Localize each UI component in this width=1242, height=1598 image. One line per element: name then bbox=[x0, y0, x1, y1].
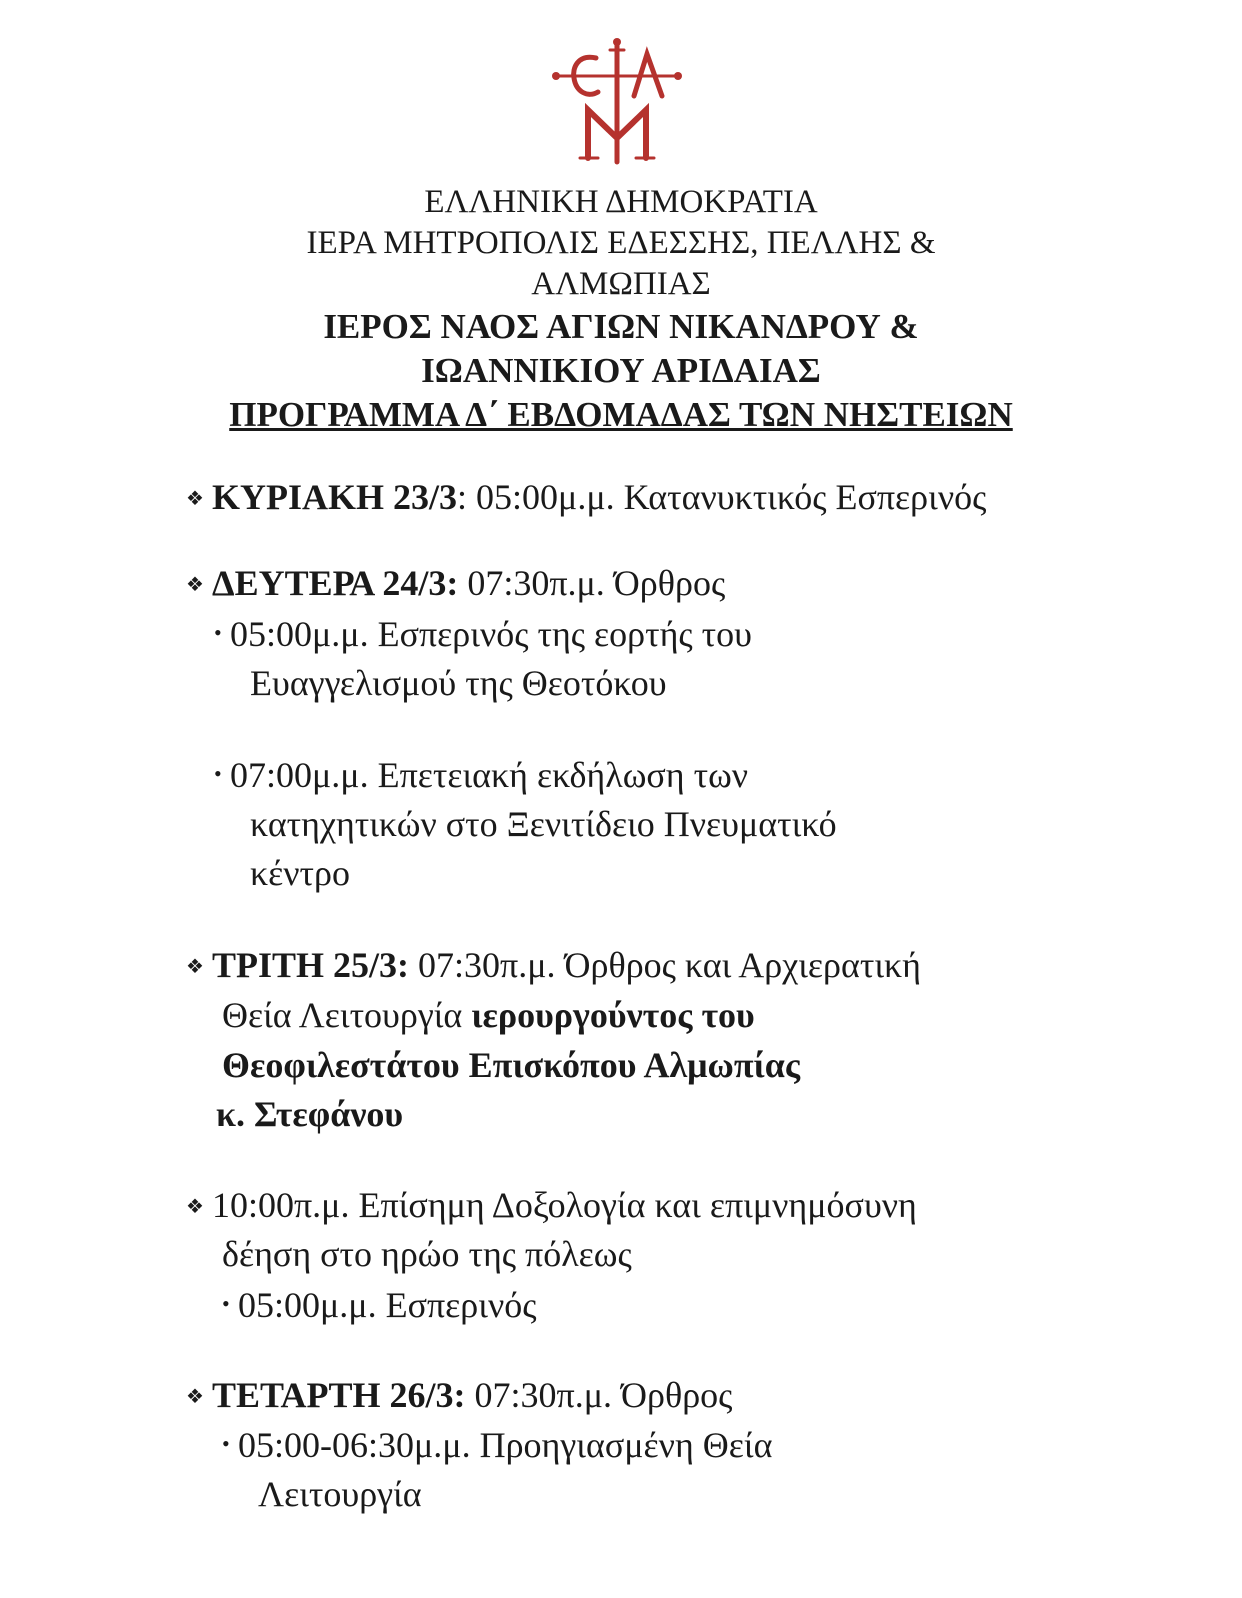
schedule-entry-monday bbox=[186, 558, 725, 610]
diamond-bullet-icon: ❖ bbox=[186, 956, 204, 978]
entry-text: 07:30π.μ. Όρθρος bbox=[458, 563, 726, 603]
dot-bullet-icon: • bbox=[214, 620, 222, 645]
day-label: ΤΡΙΤΗ 25/3: bbox=[212, 945, 410, 985]
entry-text: δέηση στο ηρώο της πόλεως bbox=[222, 1234, 632, 1274]
tuesday-sub-entry-1 bbox=[186, 1180, 917, 1232]
entry-text-bold: κ. Στεφάνου bbox=[216, 1094, 404, 1134]
diamond-bullet-icon: ❖ bbox=[186, 1386, 204, 1408]
diamond-bullet-icon: ❖ bbox=[186, 574, 204, 596]
tuesday-entry-cont bbox=[222, 990, 755, 1040]
entry-text: κέντρο bbox=[250, 853, 350, 893]
dot-bullet-icon: • bbox=[214, 761, 222, 786]
dot-bullet-icon: • bbox=[222, 1291, 230, 1316]
entry-text-bold: ιερουργούντος του bbox=[471, 995, 755, 1035]
church-monogram-logo bbox=[552, 38, 682, 168]
entry-text: Ευαγγελισμού της Θεοτόκου bbox=[250, 663, 667, 703]
tuesday-entry-cont2 bbox=[222, 1040, 800, 1090]
schedule-entry-sunday bbox=[186, 472, 986, 524]
day-label: ΤΕΤΑΡΤΗ 26/3: bbox=[212, 1375, 466, 1415]
monday-sub-entry-2-cont2 bbox=[250, 848, 350, 898]
entry-text: Θεία Λειτουργία bbox=[222, 995, 472, 1035]
tuesday-sub-entry-1-cont bbox=[222, 1229, 632, 1279]
diamond-bullet-icon: ❖ bbox=[186, 488, 204, 510]
monday-sub-entry-2 bbox=[214, 749, 748, 800]
header-church-line2: ΙΩΑΝΝΙΚΙΟΥ ΑΡΙΔΑΙΑΣ bbox=[421, 351, 821, 390]
schedule-title: ΠΡΟΓΡΑΜΜΑ Δ΄ ΕΒΔΟΜΑΔΑΣ ΤΩΝ ΝΗΣΤΕΙΩΝ bbox=[229, 395, 1013, 434]
tuesday-sub-entry-2 bbox=[222, 1279, 536, 1330]
monday-sub-entry-1 bbox=[214, 608, 752, 659]
header-metropolis-line2: ΑΛΜΩΠΙΑΣ bbox=[531, 266, 711, 302]
wednesday-sub-entry-1 bbox=[222, 1419, 772, 1470]
tuesday-entry-cont3 bbox=[216, 1089, 403, 1139]
schedule-entry-wednesday bbox=[186, 1370, 732, 1422]
header-church-line1: ΙΕΡΟΣ ΝΑΟΣ ΑΓΙΩΝ ΝΙΚΑΝΔΡΟΥ & bbox=[323, 307, 919, 346]
schedule-entry-tuesday bbox=[186, 940, 921, 992]
entry-text: κατηχητικών στο Ξενιτίδειο Πνευματικό bbox=[250, 804, 837, 844]
document-header bbox=[0, 182, 1242, 437]
entry-text: 07:00μ.μ. Επετειακή εκδήλωση των bbox=[230, 755, 749, 795]
header-republic: ΕΛΛΗΝΙΚΗ ΔΗΜΟΚΡΑΤΙΑ bbox=[424, 184, 818, 220]
day-label: ΚΥΡΙΑΚΗ 23/3 bbox=[212, 477, 458, 517]
day-label: ΔΕΥΤΕΡΑ 24/3: bbox=[212, 563, 459, 603]
entry-text: 05:00-06:30μ.μ. Προηγιασμένη Θεία bbox=[238, 1425, 773, 1465]
entry-text: : 05:00μ.μ. Κατανυκτικός Εσπερινός bbox=[457, 477, 987, 517]
diamond-bullet-icon: ❖ bbox=[186, 1196, 204, 1218]
entry-text: 05:00μ.μ. Εσπερινός της εορτής του bbox=[230, 614, 752, 654]
header-metropolis-line1: ΙΕΡΑ ΜΗΤΡΟΠΟΛΙΣ ΕΔΕΣΣΗΣ, ΠΕΛΛΗΣ & bbox=[306, 225, 936, 261]
entry-text: 07:30π.μ. Όρθρος και Αρχιερατική bbox=[409, 945, 921, 985]
monday-sub-entry-1-cont bbox=[250, 658, 667, 708]
monday-sub-entry-2-cont bbox=[250, 799, 837, 849]
dot-bullet-icon: • bbox=[222, 1431, 230, 1456]
wednesday-sub-entry-1-cont bbox=[258, 1469, 422, 1519]
entry-text: 07:30π.μ. Όρθρος bbox=[465, 1375, 733, 1415]
entry-text: 05:00μ.μ. Εσπερινός bbox=[238, 1285, 537, 1325]
entry-text-bold: Θεοφιλεστάτου Επισκόπου Αλμωπίας bbox=[222, 1045, 801, 1085]
entry-text: 10:00π.μ. Επίσημη Δοξολογία και επιμνημόσυνη bbox=[212, 1185, 917, 1225]
entry-text: Λειτουργία bbox=[258, 1474, 422, 1514]
